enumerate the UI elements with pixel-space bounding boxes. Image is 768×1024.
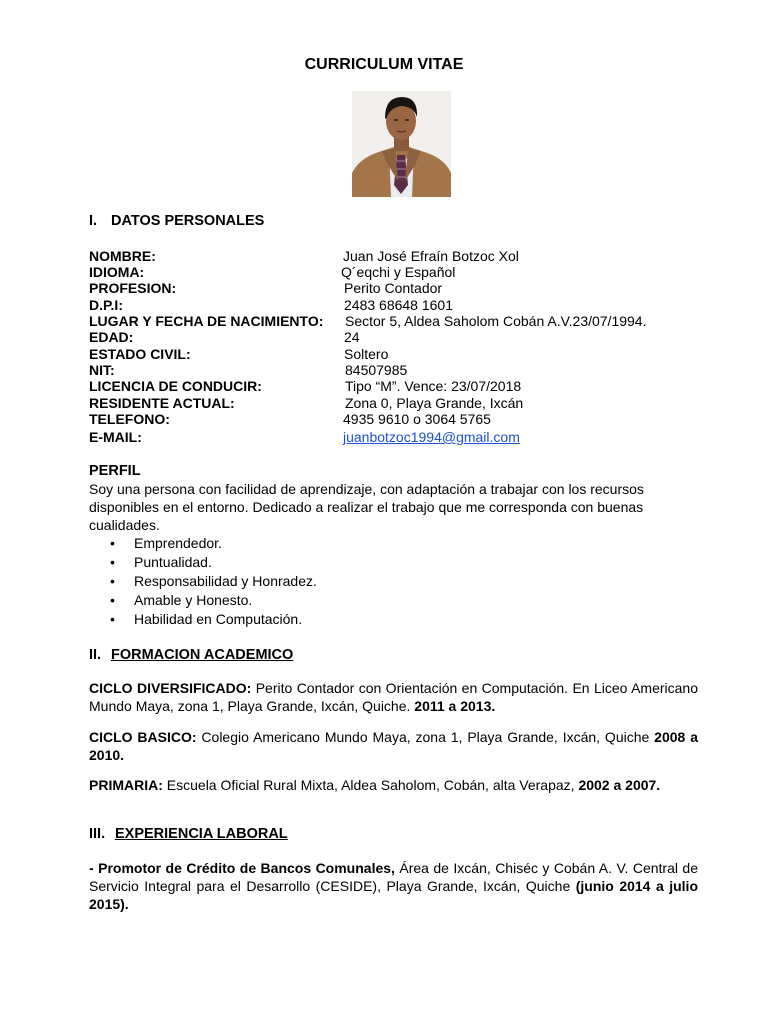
list-item: • Puntualidad.: [89, 553, 317, 572]
personal-row-civil-status: [89, 346, 709, 362]
field-value: 4935 9610 o 3064 5765: [343, 411, 491, 427]
personal-row-email: [89, 429, 709, 445]
entry-years: 2011 a 2013.: [414, 698, 496, 714]
qualities-list: [89, 534, 317, 629]
personal-row-nit: [89, 362, 709, 378]
section-number: II.: [89, 647, 102, 663]
email-link[interactable]: juanbotzoc1994@gmail.com: [343, 429, 520, 445]
field-label: D.P.I:: [89, 297, 123, 313]
section-title: FORMACION ACADEMICO: [111, 647, 294, 663]
field-label: LUGAR Y FECHA DE NACIMIENTO:: [89, 313, 324, 329]
field-value: Soltero: [344, 346, 389, 362]
field-label: RESIDENTE ACTUAL:: [89, 395, 235, 411]
field-value: Zona 0, Playa Grande, Ixcán: [345, 395, 524, 411]
field-value: Sector 5, Aldea Saholom Cobán A.V.23/07/1994.: [345, 313, 647, 329]
profile-paragraph: Soy una persona con facilidad de aprendizaje, con adaptación a trabajar con los recursos disponibles en el entorno. Dedicado a realizar el trabajo que me corresponda con buenas cualidades.: [89, 481, 644, 533]
entry-text: Área de Ixcán, Chiséc y Cobán A. V. Central de Servicio Integral para el Desarrollo (CESIDE), Playa Grande, Ixcán, Quiche: [89, 860, 698, 894]
academic-entry-basico: [89, 728, 698, 764]
field-value: 84507985: [345, 362, 408, 378]
portrait-photo: [352, 91, 451, 197]
personal-row-language: [89, 264, 709, 280]
field-value: Perito Contador: [344, 280, 443, 296]
personal-row-license: [89, 378, 709, 394]
entry-years: 2008 a 2010.: [89, 729, 698, 763]
section-heading-profile: PERFIL: [89, 463, 141, 479]
field-label: E-MAIL:: [89, 429, 142, 445]
field-label: NIT:: [89, 362, 115, 378]
entry-period: (junio 2014 a julio 2015).: [89, 878, 698, 912]
section-title: DATOS PERSONALES: [111, 213, 265, 229]
entry-text: Perito Contador con Orientación en Computación. En Liceo Americano Mundo Maya, zona 1, Playa Grande, Ixcán, Quiche.: [89, 680, 699, 714]
entry-years: 2002 a 2007.: [578, 777, 661, 793]
field-label: TELEFONO:: [89, 411, 170, 427]
field-label: IDIOMA:: [89, 264, 145, 280]
work-entry: [89, 859, 698, 913]
entry-text: Escuela Oficial Rural Mixta, Aldea Saholom, Cobán, alta Verapaz,: [162, 777, 579, 793]
field-value: Q´eqchi y Español: [341, 264, 456, 280]
personal-row-phone: [89, 411, 709, 427]
section-heading-work: [89, 826, 288, 842]
list-item: • Amable y Honesto.: [89, 591, 317, 610]
personal-row-profession: [89, 280, 709, 296]
academic-entry-primaria: [89, 776, 698, 794]
section-heading-personal: [89, 213, 264, 229]
personal-row-residence: [89, 395, 709, 411]
field-value: 2483 68648 1601: [344, 297, 453, 313]
field-label: NOMBRE:: [89, 248, 156, 264]
personal-row-dpi: [89, 297, 709, 313]
field-label: EDAD:: [89, 329, 134, 345]
field-label: LICENCIA DE CONDUCIR:: [89, 378, 262, 394]
document-title: CURRICULUM VITAE: [304, 56, 464, 73]
entry-label: CICLO DIVERSIFICADO:: [89, 680, 252, 696]
list-item: • Responsabilidad y Honradez.: [89, 572, 317, 591]
section-title: EXPERIENCIA LABORAL: [115, 826, 288, 842]
academic-entry-diversificado: [89, 679, 698, 715]
field-value: 24: [344, 329, 360, 345]
entry-text: Colegio Americano Mundo Maya, zona 1, Playa Grande, Ixcán, Quiche: [196, 729, 655, 745]
personal-row-birth: [89, 313, 709, 329]
personal-row-name: [89, 248, 709, 264]
field-label: PROFESION:: [89, 280, 177, 296]
entry-label: - Promotor de Crédito de Bancos Comunales,: [89, 860, 395, 876]
section-number: I.: [89, 213, 98, 229]
entry-label: CICLO BASICO:: [89, 729, 197, 745]
entry-label: PRIMARIA:: [89, 777, 163, 793]
person-portrait-icon: [352, 91, 451, 197]
personal-row-age: [89, 329, 709, 345]
field-label: ESTADO CIVIL:: [89, 346, 191, 362]
section-number: III.: [89, 826, 106, 842]
list-item: • Emprendedor.: [89, 534, 317, 553]
field-value: Juan José Efraín Botzoc Xol: [343, 248, 519, 264]
field-value: Tipo “M”. Vence: 23/07/2018: [345, 378, 522, 394]
section-heading-academic: [89, 647, 293, 663]
list-item: • Habilidad en Computación.: [89, 610, 317, 629]
